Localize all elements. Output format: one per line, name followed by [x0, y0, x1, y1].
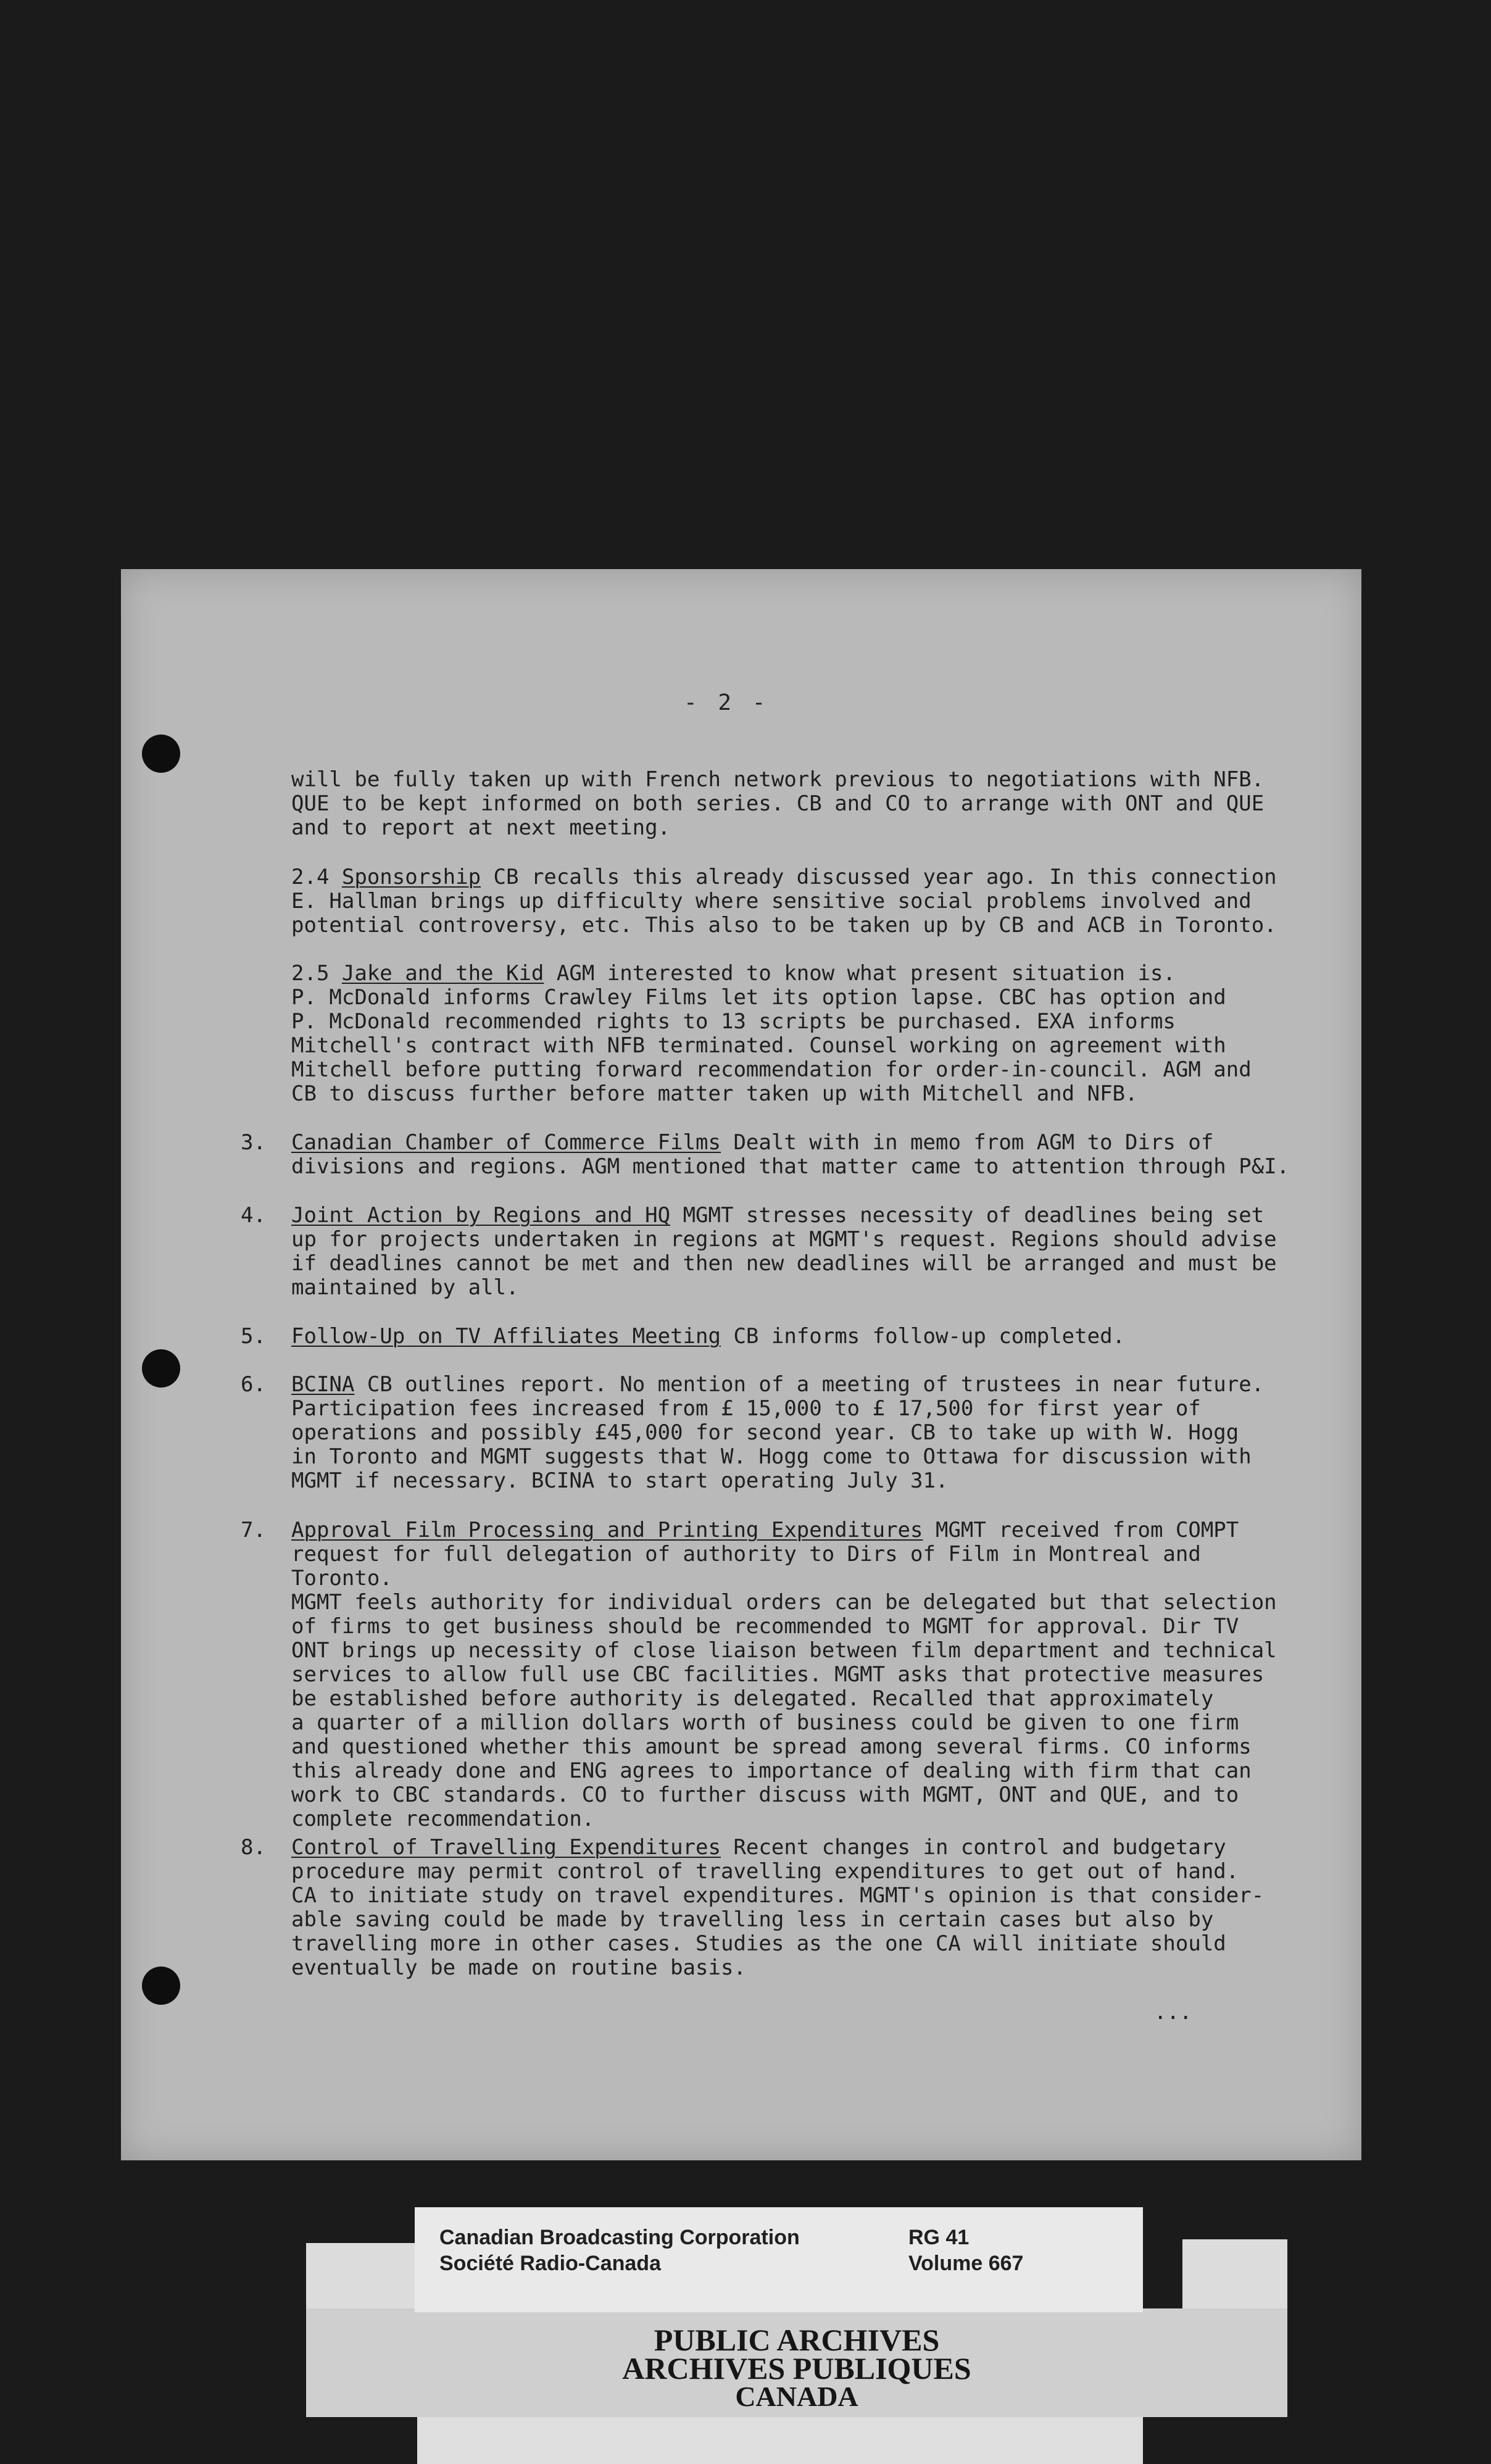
item-number: 8.	[241, 1835, 266, 1860]
text-line: be established before authority is delegated. Recalled that approximately	[291, 1686, 1214, 1711]
stamp-line: PUBLIC ARCHIVES	[654, 2323, 940, 2357]
archive-reference-label	[415, 2207, 1143, 2312]
page-number: - 2 -	[684, 690, 770, 715]
label-stub	[417, 2417, 1143, 2464]
text-line: CB informs follow-up completed.	[720, 1324, 1126, 1349]
item-number: 7.	[241, 1518, 266, 1542]
text-line: CB to discuss further before matter taken up with Mitchell and NFB.	[291, 1081, 1138, 1106]
intro-paragraph	[291, 768, 1291, 840]
text-line: request for full delegation of authority to Dirs of Film in Montreal and Toronto.	[291, 1542, 1201, 1591]
text-line: ONT brings up necessity of close liaison between film department and technical	[291, 1638, 1277, 1663]
text-line: procedure may permit control of travelling expenditures to get out of hand.	[291, 1859, 1239, 1884]
text-line: this already done and ENG agrees to importance of dealing with firm that can	[291, 1759, 1252, 1783]
text-line: will be fully taken up with French network previous to negotiations with NFB.	[291, 767, 1265, 792]
text-line: Recent changes in control and budgetary	[720, 1835, 1226, 1860]
item-5	[291, 1325, 1291, 1349]
punch-hole	[142, 1967, 180, 2005]
item-heading: Approval Film Processing and Printing Expenditures	[291, 1518, 923, 1542]
item-number: 3.	[241, 1130, 266, 1155]
text-line: eventually be made on routine basis.	[291, 1955, 746, 1980]
text-line: and to report at next meeting.	[291, 815, 671, 840]
label-tab-right	[1182, 2239, 1287, 2320]
text-line: up for projects undertaken in regions at MGMT's request. Regions should advise	[291, 1227, 1277, 1252]
stamp-line: ARCHIVES PUBLIQUES	[622, 2351, 971, 2386]
item-6	[291, 1373, 1291, 1493]
text-line: if deadlines cannot be met and then new deadlines will be arranged and must be	[291, 1251, 1277, 1276]
item-heading: BCINA	[291, 1372, 355, 1397]
item-heading: Canadian Chamber of Commerce Films	[291, 1130, 721, 1155]
section-prefix: 2.5	[291, 961, 342, 986]
section-prefix: 2.4	[291, 865, 342, 889]
item-8	[291, 1836, 1291, 1980]
item-heading: Control of Travelling Expenditures	[291, 1835, 721, 1860]
item-heading: Joint Action by Regions and HQ	[291, 1203, 671, 1228]
item-3	[291, 1131, 1291, 1179]
punch-hole	[142, 735, 180, 773]
text-line: services to allow full use CBC facilities. MGMT asks that protective measures	[291, 1662, 1265, 1687]
text-line: operations and possibly £45,000 for second year. CB to take up with W. Hogg	[291, 1420, 1239, 1445]
section-2-4	[291, 865, 1291, 938]
text-line: Mitchell's contract with NFB terminated. Counsel working on agreement with	[291, 1033, 1226, 1058]
text-line: Dealt with in memo from AGM to Dirs of	[720, 1130, 1214, 1155]
text-line: P. McDonald informs Crawley Films let its option lapse. CBC has option and	[291, 985, 1226, 1010]
text-line: AGM interested to know what present situation is.	[544, 961, 1176, 986]
text-line: and questioned whether this amount be spread among several firms. CO informs	[291, 1734, 1252, 1759]
archives-stamp	[306, 2308, 1287, 2417]
text-line: Participation fees increased from £ 15,000 to £ 17,500 for first year of	[291, 1396, 1201, 1421]
text-line: able saving could be made by travelling less in certain cases but also by	[291, 1907, 1214, 1932]
text-line: work to CBC standards. CO to further discuss with MGMT, ONT and QUE, and to	[291, 1783, 1239, 1807]
volume-number: Volume 667	[908, 2252, 1024, 2275]
item-number: 6.	[241, 1372, 266, 1397]
text-line: divisions and regions. AGM mentioned that matter came to attention through P&I.	[291, 1154, 1290, 1179]
stamp-line: CANADA	[735, 2381, 858, 2412]
text-line: QUE to be kept informed on both series. CB and CO to arrange with ONT and QUE	[291, 791, 1265, 816]
item-4	[291, 1204, 1291, 1300]
org-name-en: Canadian Broadcasting Corporation	[439, 2226, 800, 2249]
item-heading: Follow-Up on TV Affiliates Meeting	[291, 1324, 721, 1349]
text-line: in Toronto and MGMT suggests that W. Hogg come to Ottawa for discussion with	[291, 1444, 1252, 1469]
org-name-fr: Société Radio-Canada	[439, 2252, 661, 2275]
section-heading: Sponsorship	[341, 865, 481, 889]
text-line: Mitchell before putting forward recommendation for order-in-council. AGM and	[291, 1057, 1252, 1082]
text-line: a quarter of a million dollars worth of business could be given to one firm	[291, 1710, 1239, 1735]
text-line: P. McDonald recommended rights to 13 scripts be purchased. EXA informs	[291, 1009, 1176, 1034]
text-line: potential controversy, etc. This also to be taken up by CB and ACB in Toronto.	[291, 913, 1277, 938]
text-line: MGMT feels authority for individual orders can be delegated but that selection	[291, 1590, 1277, 1615]
text-line: CB recalls this already discussed year ago. In this connection	[481, 865, 1277, 889]
item-7	[291, 1518, 1291, 1831]
section-heading: Jake and the Kid	[341, 961, 544, 986]
section-2-5	[291, 962, 1291, 1106]
continuation-mark: ...	[1154, 2000, 1192, 2025]
text-line: CA to initiate study on travel expenditures. MGMT's opinion is that consider-	[291, 1883, 1265, 1908]
text-line: MGMT received from COMPT	[923, 1518, 1239, 1542]
item-number: 5.	[241, 1324, 266, 1349]
text-line: MGMT stresses necessity of deadlines being set	[670, 1203, 1265, 1228]
text-line: maintained by all.	[291, 1275, 519, 1300]
text-line: E. Hallman brings up difficulty where sensitive social problems involved and	[291, 889, 1252, 914]
text-line: complete recommendation.	[291, 1807, 595, 1831]
text-line: MGMT if necessary. BCINA to start operating July 31.	[291, 1468, 949, 1493]
text-line: travelling more in other cases. Studies as the one CA will initiate should	[291, 1931, 1226, 1956]
punch-hole	[142, 1349, 180, 1388]
text-line: CB outlines report. No mention of a meeting of trustees in near future.	[354, 1372, 1265, 1397]
record-group: RG 41	[908, 2226, 970, 2249]
text-line: of firms to get business should be recommended to MGMT for approval. Dir TV	[291, 1614, 1239, 1639]
item-number: 4.	[241, 1203, 266, 1228]
